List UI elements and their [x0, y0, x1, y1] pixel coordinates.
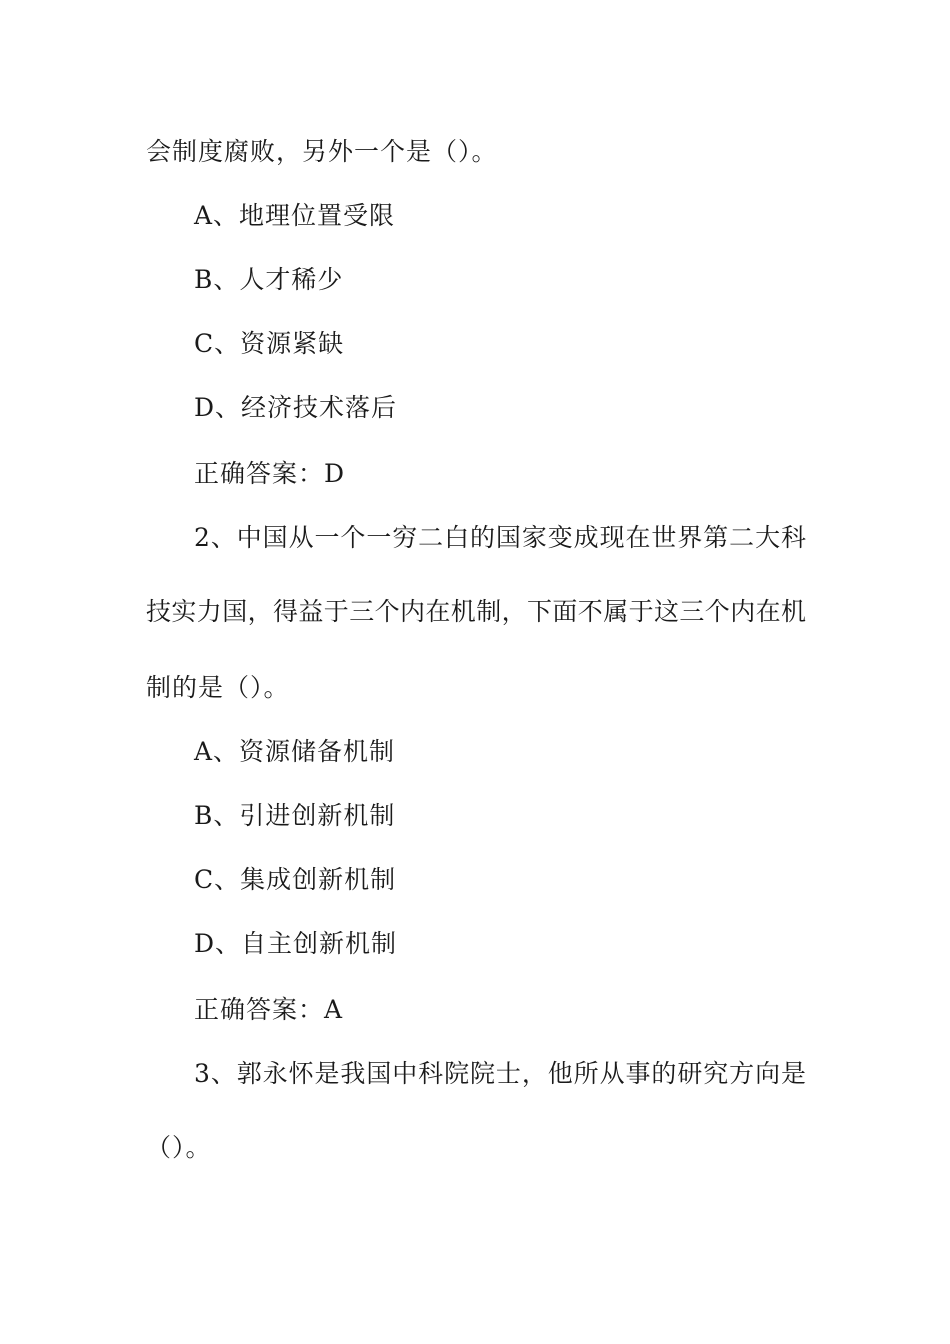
question-2-option-c: C、集成创新机制 — [194, 865, 397, 894]
question-2-stem-line-1: 2、中国从一个一穷二白的国家变成现在世界第二大科 — [194, 523, 806, 552]
question-1-option-b: B、人才稀少 — [194, 265, 344, 294]
question-3-stem-line-1: 3、郭永怀是我国中科院院士，他所从事的研究方向是 — [194, 1059, 806, 1088]
question-2-stem-line-2: 技实力国，得益于三个内在机制，下面不属于这三个内在机 — [146, 597, 806, 626]
question-2-option-d: D、自主创新机制 — [194, 929, 398, 958]
question-1-answer: 正确答案：D — [194, 459, 346, 488]
question-2-stem-line-3: 制的是（）。 — [146, 673, 290, 702]
question-2-option-b: B、引进创新机制 — [194, 801, 396, 830]
question-2-option-a: A、资源储备机制 — [194, 737, 396, 766]
question-3-stem-line-2: （）。 — [146, 1133, 212, 1162]
question-1-stem-tail: 会制度腐败，另外一个是（）。 — [146, 137, 498, 166]
question-2-answer: 正确答案：A — [194, 995, 344, 1024]
question-1-option-a: A、地理位置受限 — [194, 201, 396, 230]
question-1-option-c: C、资源紧缺 — [194, 329, 345, 358]
question-1-option-d: D、经济技术落后 — [194, 393, 398, 422]
